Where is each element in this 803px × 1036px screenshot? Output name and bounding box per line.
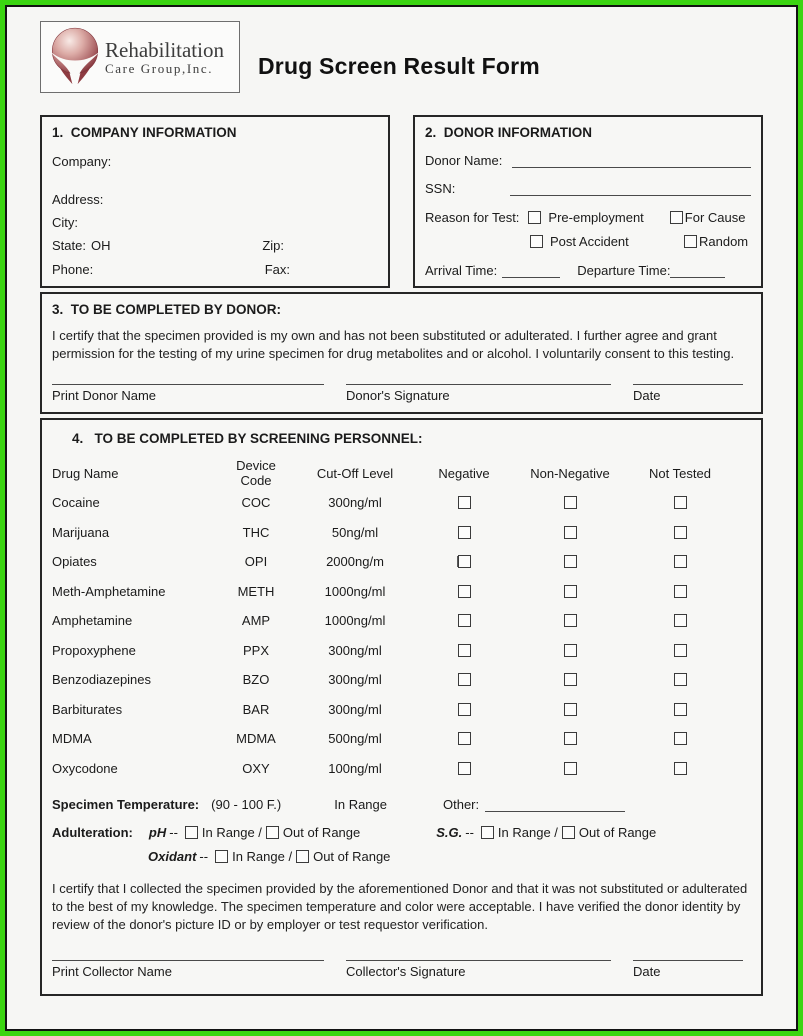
negative-cell (418, 585, 510, 598)
checkbox-non-negative-amphetamine[interactable] (564, 614, 577, 627)
negative-cell (418, 703, 510, 716)
donor-signature-block (346, 384, 611, 403)
checkbox-non-negative-benzodiazepines[interactable] (564, 673, 577, 686)
collector-certification-statement: I certify that I collected the specimen provided by the aforementioned Donor and that it was not substituted or adulterated to the best of my knowledge. The specimen temperature and color were acceptable. I have verified the donor identity by review of the donor's picture ID or by employer or test requestor verification. (52, 881, 748, 933)
checkbox-not-tested-mdma[interactable] (674, 732, 687, 745)
donor-name-field[interactable] (512, 154, 751, 168)
oxidant-out-of-range-label: Out of Range (313, 849, 391, 864)
cutoff-level: 50ng/ml (331, 524, 379, 540)
checkbox-not-tested-oxycodone[interactable] (674, 762, 687, 775)
checkbox-oxidant-out-of-range[interactable] (296, 850, 309, 863)
collector-signature-line[interactable] (346, 960, 611, 961)
drug-name: Amphetamine (52, 613, 133, 629)
drug-row-marijuana (52, 518, 751, 548)
device-code: OXY (242, 760, 270, 776)
checkbox-non-negative-cocaine[interactable] (564, 496, 577, 509)
negative-cell (418, 496, 510, 509)
column-header-not-tested: Not Tested (649, 465, 711, 481)
not-tested-cell (630, 673, 730, 686)
company-label: Company: (52, 154, 112, 169)
drug-row-propoxyphene (52, 636, 751, 666)
city-label: City: (52, 215, 78, 230)
checkbox-not-tested-barbiturates[interactable] (674, 703, 687, 716)
device-code: MDMA (236, 731, 276, 747)
checkbox-for-cause[interactable] (670, 211, 683, 224)
dash-separator: -- (199, 849, 209, 864)
specimen-temperature-label: Specimen Temperature: (52, 797, 200, 812)
cutoff-level: 300ng/ml (328, 642, 382, 658)
column-header-negative: Negative (438, 465, 490, 481)
drug-name: Marijuana (52, 524, 110, 540)
checkbox-non-negative-opiates[interactable] (564, 555, 577, 568)
non-negative-cell (510, 703, 630, 716)
cutoff-level: 1000ng/ml (324, 613, 386, 629)
page-title: Drug Screen Result Form (258, 52, 540, 79)
checkbox-non-negative-meth-amphetamine[interactable] (564, 585, 577, 598)
reason-random-label: Random (699, 234, 749, 249)
drug-row-amphetamine (52, 606, 751, 636)
ph-out-of-range-label: Out of Range (282, 825, 361, 840)
departure-time-label: Departure Time: (577, 263, 671, 278)
donor-signature-line[interactable] (346, 384, 611, 385)
checkbox-non-negative-mdma[interactable] (564, 732, 577, 745)
section-company-information (40, 115, 390, 288)
checkbox-ph-out-of-range[interactable] (266, 826, 279, 839)
screening-section-title: 4. TO BE COMPLETED BY SCREENING PERSONNEL: (72, 431, 423, 446)
column-header-drug-name: Drug Name (52, 465, 119, 481)
drug-name: Oxycodone (52, 760, 118, 776)
non-negative-cell (510, 496, 630, 509)
cutoff-level: 1000ng/ml (324, 583, 386, 599)
checkbox-pre-employment[interactable] (528, 211, 541, 224)
print-collector-name-label: Print Collector Name (52, 963, 172, 979)
negative-cell (418, 555, 510, 568)
checkbox-not-tested-benzodiazepines[interactable] (674, 673, 687, 686)
donor-signature-label: Donor's Signature (346, 388, 450, 404)
drug-name: Propoxyphene (52, 642, 136, 658)
company-section-title: 1. COMPANY INFORMATION (52, 125, 237, 140)
not-tested-cell (630, 762, 730, 775)
not-tested-cell (630, 703, 730, 716)
state-label: State: (52, 238, 86, 253)
phone-label: Phone: (52, 262, 94, 277)
negative-cell (418, 644, 510, 657)
donor-date-line[interactable] (633, 384, 743, 385)
collector-date-block (633, 960, 743, 979)
checkbox-negative-mdma[interactable] (458, 732, 471, 745)
form-header (40, 21, 763, 93)
non-negative-cell (510, 762, 630, 775)
collector-date-label: Date (633, 963, 661, 979)
adulteration-oxidant-label: Oxidant (148, 849, 197, 864)
adulteration-label: Adulteration: (52, 825, 133, 840)
specimen-temperature-range: (90 - 100 F.) (211, 797, 282, 812)
checkbox-post-accident[interactable] (530, 235, 543, 248)
checkbox-non-negative-marijuana[interactable] (564, 526, 577, 539)
not-tested-cell (630, 496, 730, 509)
donor-name-label: Donor Name: (425, 153, 503, 168)
drug-row-cocaine (52, 488, 751, 518)
arrival-time-field[interactable] (502, 265, 560, 278)
checkbox-non-negative-barbiturates[interactable] (564, 703, 577, 716)
checkbox-negative-barbiturates[interactable] (458, 703, 471, 716)
reason-for-cause-label: For Cause (684, 210, 746, 225)
non-negative-cell (510, 555, 630, 568)
not-tested-cell (630, 732, 730, 745)
dash-separator: -- (465, 825, 474, 840)
ssn-label: SSN: (425, 181, 456, 196)
section-screening-personnel (40, 418, 763, 996)
not-tested-cell (630, 526, 730, 539)
checkbox-not-tested-propoxyphene[interactable] (674, 644, 687, 657)
cutoff-level: 300ng/ml (328, 495, 382, 511)
section-donor-information (413, 115, 763, 288)
reason-post-accident-label: Post Accident (550, 234, 629, 249)
form-page (5, 5, 798, 1031)
not-tested-cell (630, 644, 730, 657)
sg-out-of-range-label: Out of Range (578, 825, 657, 840)
column-header-cut-off-level: Cut-Off Level (316, 465, 394, 481)
oxidant-in-range-label: In Range / (232, 849, 293, 864)
donor-name-signature-block (52, 384, 324, 403)
checkbox-non-negative-propoxyphene[interactable] (564, 644, 577, 657)
checkbox-non-negative-oxycodone[interactable] (564, 762, 577, 775)
fax-label: Fax: (264, 262, 290, 277)
not-tested-cell (630, 555, 730, 568)
device-code: THC (242, 524, 270, 540)
non-negative-cell (510, 644, 630, 657)
negative-cell (418, 526, 510, 539)
checkbox-negative-opiates[interactable] (458, 555, 471, 568)
logo-name-line2: Care Group,Inc. (105, 60, 214, 76)
device-code: BAR (242, 701, 270, 717)
drug-name: Benzodiazepines (52, 672, 152, 688)
company-logo (40, 21, 240, 93)
checkbox-not-tested-amphetamine[interactable] (674, 614, 687, 627)
drug-table-body (52, 488, 751, 783)
checkbox-not-tested-marijuana[interactable] (674, 526, 687, 539)
adulteration-sg-label: S.G. (436, 825, 463, 840)
print-donor-name-label: Print Donor Name (52, 388, 157, 404)
ph-in-range-label: In Range / (201, 825, 262, 840)
collector-date-line[interactable] (633, 960, 743, 961)
checkbox-sg-out-of-range[interactable] (562, 826, 575, 839)
non-negative-cell (510, 526, 630, 539)
departure-time-field[interactable] (670, 265, 725, 278)
device-code: OPI (244, 554, 268, 570)
negative-cell (418, 762, 510, 775)
not-tested-cell (630, 614, 730, 627)
device-code: PPX (242, 642, 269, 658)
checkbox-not-tested-meth-amphetamine[interactable] (674, 585, 687, 598)
adulteration-row-2 (52, 849, 751, 864)
drug-row-oxycodone (52, 754, 751, 784)
drug-name: Opiates (52, 554, 97, 570)
dash-separator: -- (169, 825, 178, 840)
device-code: AMP (241, 613, 271, 629)
specimen-other-field[interactable] (485, 799, 625, 812)
drug-row-meth-amphetamine (52, 577, 751, 607)
reason-for-test-label: Reason for Test: (425, 210, 520, 225)
zip-label: Zip: (262, 238, 284, 253)
checkbox-negative-marijuana[interactable] (458, 526, 471, 539)
checkbox-ph-in-range[interactable] (185, 826, 198, 839)
adulteration-row-1 (52, 825, 751, 840)
state-value: OH (90, 238, 111, 253)
non-negative-cell (510, 585, 630, 598)
donor-certification-statement: I certify that the specimen provided is my own and has not been substituted or adulterated. I further agree and grant permission for the testing of my urine specimen for drug metabolites and or alcohol. I voluntarily consent to this testing. (52, 328, 735, 362)
column-header-device-code: Device Code (236, 458, 276, 488)
checkbox-negative-propoxyphene[interactable] (458, 644, 471, 657)
non-negative-cell (510, 673, 630, 686)
device-code: BZO (242, 672, 270, 688)
non-negative-cell (510, 732, 630, 745)
sg-in-range-label: In Range / (497, 825, 558, 840)
checkbox-negative-cocaine[interactable] (458, 496, 471, 509)
collector-name-signature-block (52, 960, 324, 979)
donor-section-title: 2. DONOR INFORMATION (425, 125, 592, 140)
checkbox-oxidant-in-range[interactable] (215, 850, 228, 863)
print-donor-name-line[interactable] (52, 384, 324, 385)
checkbox-random[interactable] (684, 235, 697, 248)
address-label: Address: (52, 192, 104, 207)
logo-name-line1: Rehabilitation (105, 37, 224, 62)
arrival-time-label: Arrival Time: (425, 263, 498, 278)
non-negative-cell (510, 614, 630, 627)
logo-text (105, 37, 224, 76)
cutoff-level: 500ng/ml (328, 731, 382, 747)
specimen-in-range-label: In Range (334, 797, 387, 812)
column-header-non-negative: Non-Negative (530, 465, 610, 481)
checkbox-negative-oxycodone[interactable] (458, 762, 471, 775)
drug-name: Cocaine (52, 495, 100, 511)
checkbox-negative-amphetamine[interactable] (458, 614, 471, 627)
drug-name: Barbiturates (52, 701, 123, 717)
checkbox-sg-in-range[interactable] (481, 826, 494, 839)
checkbox-not-tested-cocaine[interactable] (674, 496, 687, 509)
section-donor-certification (40, 292, 763, 414)
donor-date-block (633, 384, 743, 403)
drug-row-barbiturates (52, 695, 751, 725)
negative-cell (418, 614, 510, 627)
ssn-field[interactable] (510, 182, 751, 196)
drug-name: Meth-Amphetamine (52, 583, 166, 599)
drug-name: MDMA (52, 731, 92, 747)
checkbox-negative-meth-amphetamine[interactable] (458, 585, 471, 598)
adulteration-ph-label: pH (148, 825, 167, 840)
print-collector-name-line[interactable] (52, 960, 324, 961)
donor-certification-title: 3. TO BE COMPLETED BY DONOR: (52, 302, 282, 317)
cutoff-level: 300ng/ml (328, 701, 382, 717)
top-sections-row (40, 115, 763, 288)
drug-row-benzodiazepines (52, 665, 751, 695)
checkbox-not-tested-opiates[interactable] (674, 555, 687, 568)
reason-pre-employment-label: Pre-employment (548, 210, 644, 225)
not-tested-cell (630, 585, 730, 598)
checkbox-negative-benzodiazepines[interactable] (458, 673, 471, 686)
donor-date-label: Date (633, 388, 661, 404)
collector-signature-block (346, 960, 611, 979)
device-code: COC (241, 495, 271, 511)
device-code: METH (237, 583, 275, 599)
logo-sphere-icon (47, 25, 103, 89)
cutoff-level: 300ng/ml (328, 672, 382, 688)
drug-row-mdma (52, 724, 751, 754)
drug-row-opiates (52, 547, 751, 577)
specimen-temperature-row (52, 797, 751, 812)
drug-table-head (52, 458, 751, 488)
collector-signature-label: Collector's Signature (346, 963, 466, 979)
negative-cell (418, 732, 510, 745)
negative-cell (418, 673, 510, 686)
cutoff-level: 2000ng/m (326, 554, 384, 570)
cutoff-level: 100ng/ml (328, 760, 382, 776)
specimen-other-label: Other: (443, 797, 480, 812)
